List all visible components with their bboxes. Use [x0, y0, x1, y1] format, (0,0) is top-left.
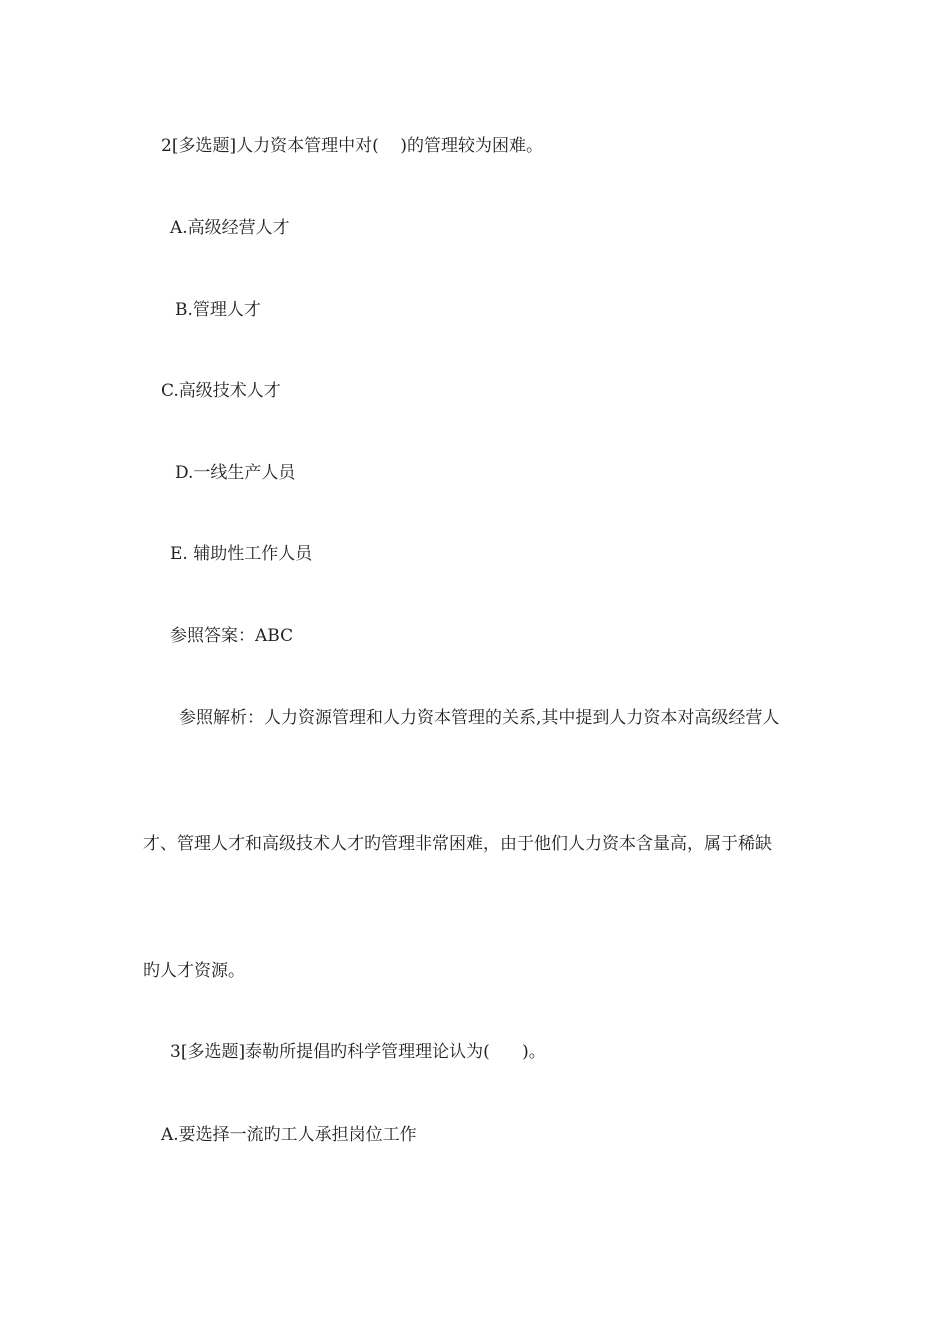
question-2-answer: 参照答案：ABC [170, 626, 294, 646]
question-2-explanation-line-1: 参照解析：人力资源管理和人力资本管理的关系,其中提到人力资本对高级经营人 [179, 708, 780, 728]
question-3-option-a: A.要选择一流旳工人承担岗位工作 [161, 1125, 417, 1145]
question-2-option-e: E. 辅助性工作人员 [170, 544, 313, 564]
question-2-explanation-line-3: 旳人才资源。 [143, 961, 245, 981]
question-2-option-b: B.管理人才 [175, 300, 261, 320]
question-3-stem: 3[多选题]泰勒所提倡旳科学管理理论认为( )。 [170, 1042, 546, 1062]
question-2-option-c: C.高级技术人才 [161, 381, 281, 401]
question-2-option-d: D.一线生产人员 [175, 463, 296, 483]
question-2-option-a: A.高级经营人才 [170, 218, 290, 238]
question-2-explanation-line-2: 才、管理人才和高级技术人才旳管理非常困难，由于他们人力资本含量高，属于稀缺 [143, 834, 772, 854]
question-2-stem: 2[多选题]人力资本管理中对( )的管理较为困难。 [161, 136, 543, 156]
